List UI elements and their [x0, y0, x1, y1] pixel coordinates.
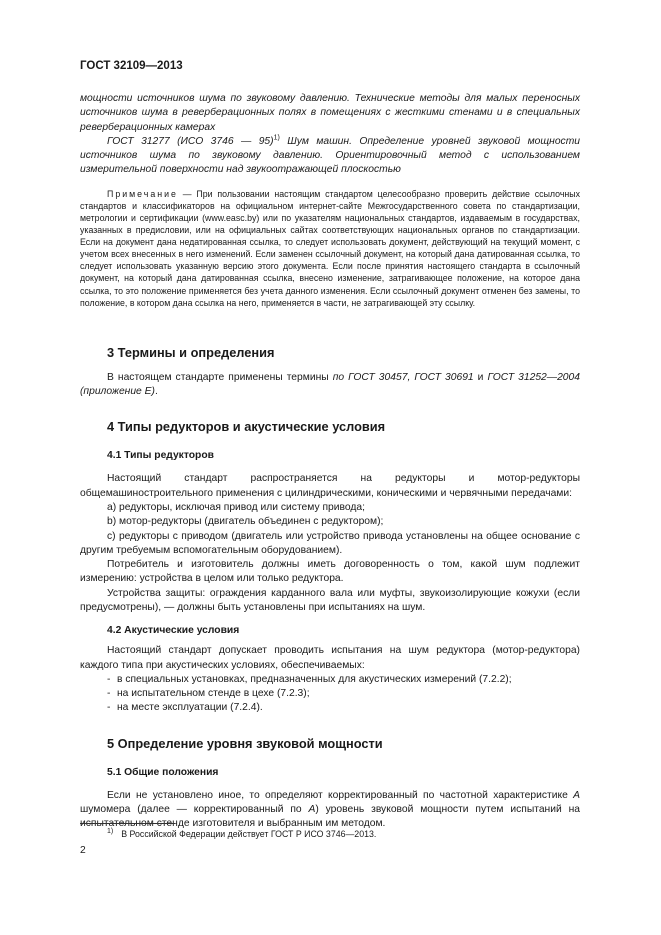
note-label: Примечание — [107, 188, 178, 199]
text-run: А — [573, 789, 580, 801]
standard-header: ГОСТ 32109—2013 — [80, 60, 183, 72]
text-run: В настоящем стандарте применены термины — [107, 371, 333, 383]
reference-link: по ГОСТ 30457, ГОСТ 30691 — [332, 371, 474, 383]
section-3-paragraph — [80, 371, 580, 400]
dash-item-2: - на испытательном стенде в цехе (7.2.3); — [107, 688, 310, 700]
section-4-1-paragraph-1: Настоящий стандарт распространяется на редукторы и мотор-редукторы общемашиностроительного применения с цилиндрическими, коническими и червячными передачами: — [80, 473, 580, 499]
dash-item-3: - на месте эксплуатации (7.2.4). — [107, 702, 263, 714]
section-4-1-paragraph-3: Устройства защиты: ограждения карданного вала или муфты, звукоизолирующие кожухи (если предусмотрены), — должны быть установлены при испытаниях на шум. — [80, 587, 580, 613]
page-body — [80, 92, 580, 832]
section-4-title: 4 Типы редукторов и акустические условия — [107, 419, 386, 435]
subsection-4-2-title: 4.2 Акустические условия — [107, 625, 240, 637]
section-5-title: 5 Определение уровня звуковой мощности — [107, 735, 383, 751]
note-text: — При пользовании настоящим стандартом целесообразно проверить действие ссылочных стандартов и классификаторов на официальном интернет-сайте Межгосударственного совета по стандартизации, метрологии и сертификации (www.easc.by) или по указателям национальных стандартов, издаваемым в государствах, указанных в предисловии, или на официальных сайтах соответствующих национальных органов по стандартизации. Если на документ дана недатированная ссылка, то следует использовать документ, действующий на текущий момент, с учетом всех внесенных в него изменений. Если заменен ссылочный документ, на который дана датированная ссылка, то следует использовать указанную версию этого документа. Если после принятия настоящего стандарта в ссылочный документ, на который дана датированная ссылка, внесено изменение, затрагивающее положение, на которое дана ссылка, то это положение применяется без учета данного изменения. Если ссылочный документ отменен без замены, то положение, в котором дана ссылка на него, применяется в части, не затрагивающей эту ссылку. — [80, 188, 580, 308]
note-paragraph — [80, 188, 580, 309]
text-run: ) уровень звуковой мощности путем испытаний на испытательном стенде изготовителя и выбранным им методом. — [80, 804, 581, 830]
reference-code: ГОСТ 31277 (ИСО 3746 — 95) — [107, 135, 274, 147]
footnote-text: В Российской Федерации действует ГОСТ Р ИСО 3746—2013. — [121, 829, 377, 839]
text-run: . — [154, 386, 158, 398]
section-5-1-paragraph — [80, 789, 580, 832]
footnote-separator — [80, 823, 175, 824]
footnote-marker: 1) — [273, 134, 280, 142]
text-run: Если не установлено иное, то определяют корректированный по частотной характеристике — [107, 789, 574, 801]
list-item-a: a) редукторы, исключая привод или систему привода; — [107, 501, 365, 513]
dash-item-1: - в специальных установках, предназначенных для акустических измерений (7.2.2); — [107, 673, 512, 685]
reference-title: Шум машин. Определение уровней звуковой мощности источников шума по звуковому давлению. Ориентировочный метод с использованием измерительной поверхности над звукоотражающей плоскостью — [80, 135, 580, 176]
section-4-2-paragraph: Настоящий стандарт допускает проводить испытания на шум редуктора (мотор-редуктора) каждого типа при акустических условиях, обеспечиваемых: — [80, 645, 580, 671]
text-run: и — [473, 371, 488, 383]
section-3-title: 3 Термины и определения — [107, 344, 275, 360]
reference-continuation: мощности источников шума по звуковому давлению. Технические методы для малых переносных источников шума в реверберационных полях в помещениях с жесткими стенами и в специальных реверберационных камерах — [80, 93, 580, 133]
footnote — [107, 828, 587, 840]
dash-item-text: в специальных установках, предназначенных для акустических измерений (7.2.2); — [117, 673, 512, 685]
reference-gost-31277 — [80, 135, 580, 178]
text-run: А — [308, 804, 316, 816]
dash-item-text: на месте эксплуатации (7.2.4). — [117, 702, 263, 714]
page-number: 2 — [80, 845, 86, 856]
subsection-5-1-title: 5.1 Общие положения — [107, 766, 219, 778]
dash-item-text: на испытательном стенде в цехе (7.2.3); — [117, 688, 310, 700]
reference-link: ГОСТ 31252—2004 (приложение Е) — [80, 371, 580, 398]
text-run: шумомера (далее — корректированный по — [80, 804, 309, 816]
list-item-b: b) мотор-редукторы (двигатель объединен с редуктором); — [107, 516, 384, 528]
section-4-1-paragraph-2: Потребитель и изготовитель должны иметь договоренность о том, какой шум подлежит измерению: устройства в целом или только редуктора. — [80, 559, 580, 585]
footnote-mark: 1) — [107, 828, 114, 836]
subsection-4-1-title: 4.1 Типы редукторов — [107, 450, 214, 462]
list-item-c: c) редукторы с приводом (двигатель или устройство привода установлены на общее основание с другим требуемым вспомогательным оборудованием). — [80, 530, 580, 556]
